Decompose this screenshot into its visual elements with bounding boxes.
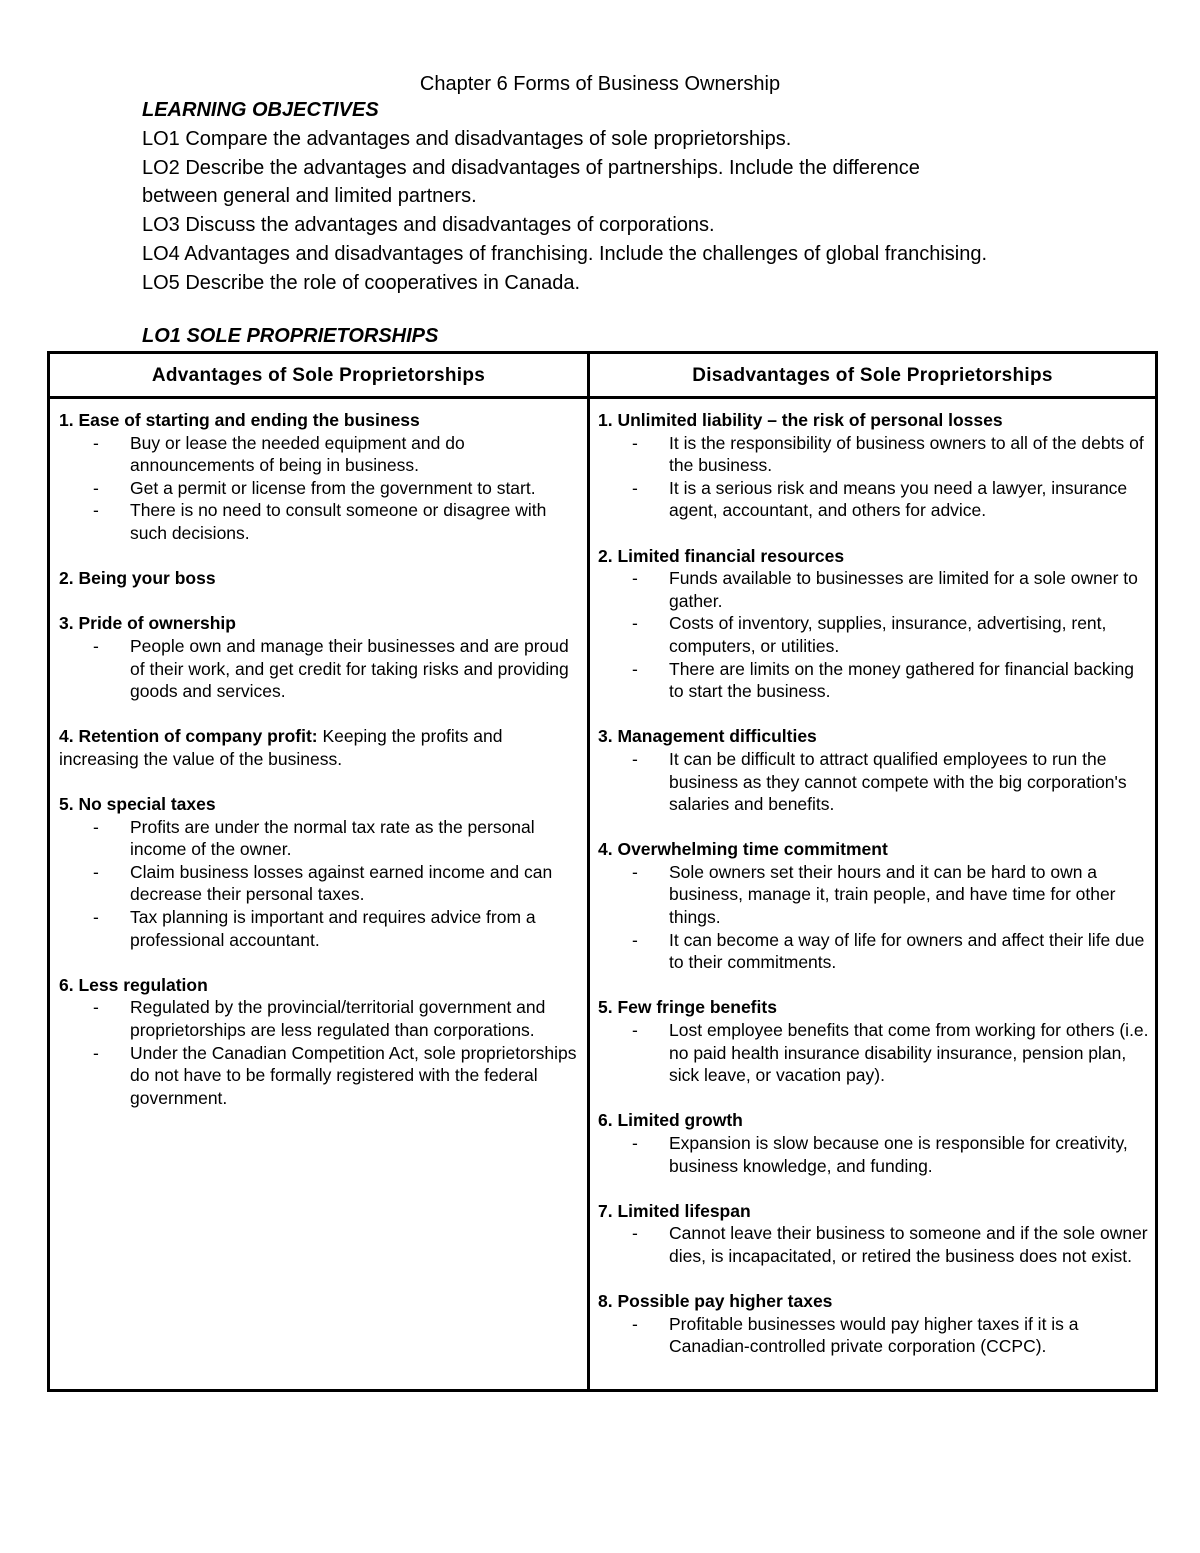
dash-bullet-icon: - — [93, 635, 99, 656]
bullet-text: Expansion is slow because one is responsible for creativity, business knowledge, and funding. — [669, 1133, 1128, 1176]
item-title: 2. Limited financial resources — [598, 545, 845, 566]
item-heading — [59, 567, 581, 590]
list-item — [598, 409, 1150, 522]
bullet-list — [598, 1019, 1150, 1087]
list-item — [598, 545, 1150, 703]
item-title: 7. Limited lifespan — [598, 1200, 751, 1221]
bullet-item — [59, 906, 581, 951]
disadvantages-column-header: Disadvantages of Sole Proprietorships — [692, 365, 1053, 386]
dash-bullet-icon: - — [632, 477, 638, 498]
item-title: 5. Few fringe benefits — [598, 997, 777, 1018]
bullet-text: Sole owners set their hours and it can be hard to own a business, manage it, train people, and have time for other things. — [669, 861, 1116, 928]
item-title: 1. Ease of starting and ending the business — [59, 410, 420, 430]
dash-bullet-icon: - — [632, 613, 638, 634]
dash-bullet-icon: - — [632, 658, 638, 679]
bullet-item — [598, 1313, 1150, 1358]
item-title: 6. Limited growth — [598, 1110, 743, 1131]
bullet-text: Get a permit or license from the government to start. — [130, 477, 536, 498]
bullet-item — [598, 1019, 1150, 1087]
dash-bullet-icon: - — [93, 816, 99, 837]
list-item — [598, 996, 1150, 1086]
bullet-item — [598, 861, 1150, 929]
list-item — [59, 612, 581, 702]
dash-bullet-icon: - — [632, 432, 638, 453]
objective-line: LO3 Discuss the advantages and disadvantages of corporations. — [142, 214, 715, 237]
dash-bullet-icon: - — [632, 1313, 638, 1334]
bullet-text: Funds available to businesses are limited for a sole owner to gather. — [669, 568, 1138, 611]
bullet-item — [598, 432, 1150, 477]
bullet-text: There are limits on the money gathered for financial backing to start the business. — [669, 658, 1134, 702]
page-title: Chapter 6 Forms of Business Ownership — [419, 73, 781, 95]
list-item — [59, 793, 581, 951]
bullet-text: Claim business losses against earned income and can decrease their personal taxes. — [130, 861, 553, 905]
item-heading — [59, 612, 581, 635]
bullet-item — [598, 477, 1150, 522]
objectives-heading: LEARNING OBJECTIVES — [142, 99, 379, 121]
column-divider — [587, 351, 590, 1392]
item-heading — [598, 725, 1150, 748]
item-title: 5. No special taxes — [59, 794, 216, 815]
bullet-text: It can become a way of life for owners and affect their life due to their commitments. — [669, 929, 1145, 973]
bullet-list — [598, 1132, 1150, 1177]
bullet-list — [598, 1222, 1150, 1267]
list-item — [598, 1290, 1150, 1358]
dash-bullet-icon: - — [93, 907, 99, 928]
bullet-item — [598, 658, 1150, 703]
item-heading — [598, 409, 1150, 432]
bullet-item — [598, 929, 1150, 974]
bullet-text: It is the responsibility of business owners to all of the debts of the business. — [669, 432, 1144, 476]
bullet-text: Cannot leave their business to someone and if the sole owner dies, is incapacitated, or retired the business does not exist. — [669, 1223, 1148, 1266]
dash-bullet-icon: - — [93, 477, 99, 498]
bullet-list — [59, 996, 581, 1109]
item-text: Keeping the profits and increasing the value of the business. — [59, 726, 503, 769]
bullet-list — [598, 567, 1150, 703]
item-title: 4. Retention of company profit: — [59, 726, 318, 747]
list-item — [598, 725, 1150, 815]
bullet-text: It can be difficult to attract qualified employees to run the business as they cannot compete with the big corporation's salaries and benefits. — [669, 748, 1127, 815]
bullet-item — [59, 432, 581, 477]
bullet-list — [59, 432, 581, 545]
bullet-list — [59, 635, 581, 703]
bullet-item — [59, 1042, 581, 1110]
bullet-item — [59, 477, 581, 500]
dash-bullet-icon: - — [632, 1133, 638, 1153]
bullet-list — [598, 1313, 1150, 1358]
objective-line: LO2 Describe the advantages and disadvantages of partnerships. Include the difference — [142, 156, 920, 179]
objective-line: LO4 Advantages and disadvantages of franchising. Include the challenges of global franchising. — [142, 242, 988, 265]
item-heading — [598, 996, 1150, 1019]
bullet-text: Profitable businesses would pay higher taxes if it is a Canadian-controlled private corporation (CCPC). — [669, 1313, 1079, 1357]
item-heading — [598, 545, 1150, 568]
dash-bullet-icon: - — [93, 500, 99, 521]
item-title: 1. Unlimited liability – the risk of personal losses — [598, 410, 1003, 430]
bullet-item — [598, 1222, 1150, 1267]
list-item — [598, 838, 1150, 974]
bullet-text: People own and manage their businesses and are proud of their work, and get credit for taking risks and providing goods and services. — [130, 635, 569, 702]
bullet-text: There is no need to consult someone or disagree with such decisions. — [130, 500, 547, 543]
bullet-item — [59, 816, 581, 861]
bullet-list — [598, 432, 1150, 522]
item-title: 3. Pride of ownership — [59, 613, 236, 634]
disadvantages-column — [598, 409, 1150, 1381]
dash-bullet-icon: - — [632, 568, 638, 589]
item-heading — [59, 409, 581, 432]
list-item — [59, 409, 581, 545]
item-title: 8. Possible pay higher taxes — [598, 1291, 833, 1312]
bullet-text: Tax planning is important and requires advice from a professional accountant. — [130, 907, 536, 950]
advantages-column-header: Advantages of Sole Proprietorships — [151, 365, 486, 386]
bullet-item — [598, 1132, 1150, 1177]
dash-bullet-icon: - — [632, 1020, 638, 1041]
list-item — [598, 1109, 1150, 1177]
list-item — [59, 725, 581, 770]
bullet-list — [598, 748, 1150, 816]
bullet-item — [598, 612, 1150, 657]
list-item — [59, 974, 581, 1110]
item-heading — [59, 793, 581, 816]
bullet-text: It is a serious risk and means you need a lawyer, insurance agent, accountant, and others for advice. — [669, 477, 1128, 521]
item-title: 6. Less regulation — [59, 974, 208, 995]
item-heading — [59, 725, 581, 770]
bullet-text: Under the Canadian Competition Act, sole proprietorships do not have to be formally registered with the federal government. — [130, 1042, 577, 1108]
dash-bullet-icon: - — [632, 929, 638, 950]
item-heading — [598, 1200, 1150, 1223]
learning-objectives — [142, 96, 1142, 298]
bullet-list — [598, 861, 1150, 974]
bullet-text: Buy or lease the needed equipment and do announcements of being in business. — [130, 432, 465, 476]
dash-bullet-icon: - — [93, 432, 99, 453]
bullet-text: Lost employee benefits that come from working for others (i.e. no paid health insurance disability insurance, pension plan, sick leave, or vacation pay). — [669, 1020, 1149, 1086]
header-divider — [47, 396, 1158, 399]
bullet-text: Regulated by the provincial/territorial government and proprietorships are less regulated than corporations. — [130, 997, 546, 1041]
bullet-item — [59, 996, 581, 1041]
bullet-item — [59, 499, 581, 544]
bullet-item — [59, 861, 581, 906]
advantages-column — [59, 409, 581, 1132]
item-title: 4. Overwhelming time commitment — [598, 839, 888, 860]
bullet-item — [59, 635, 581, 703]
item-heading — [598, 1109, 1150, 1132]
objective-line: LO1 Compare the advantages and disadvantages of sole proprietorships. — [142, 127, 792, 150]
item-heading — [598, 1290, 1150, 1313]
item-heading — [598, 838, 1150, 861]
bullet-list — [59, 816, 581, 952]
dash-bullet-icon: - — [93, 1042, 99, 1063]
dash-bullet-icon: - — [632, 1223, 638, 1244]
objective-line: LO5 Describe the role of cooperatives in Canada. — [142, 271, 581, 294]
list-item — [598, 1200, 1150, 1268]
bullet-text: Profits are under the normal tax rate as the personal income of the owner. — [130, 816, 535, 860]
item-heading — [59, 974, 581, 997]
item-title: 2. Being your boss — [59, 568, 216, 589]
dash-bullet-icon: - — [632, 861, 638, 882]
item-title: 3. Management difficulties — [598, 726, 817, 747]
dash-bullet-icon: - — [93, 997, 99, 1018]
list-item — [59, 567, 581, 590]
section-heading: LO1 SOLE PROPRIETORSHIPS — [142, 325, 439, 347]
objective-line: between general and limited partners. — [142, 185, 477, 208]
bullet-item — [598, 567, 1150, 612]
dash-bullet-icon: - — [93, 861, 99, 882]
dash-bullet-icon: - — [632, 748, 638, 769]
bullet-text: Costs of inventory, supplies, insurance, advertising, rent, computers, or utilities. — [669, 613, 1107, 656]
bullet-item — [598, 748, 1150, 816]
